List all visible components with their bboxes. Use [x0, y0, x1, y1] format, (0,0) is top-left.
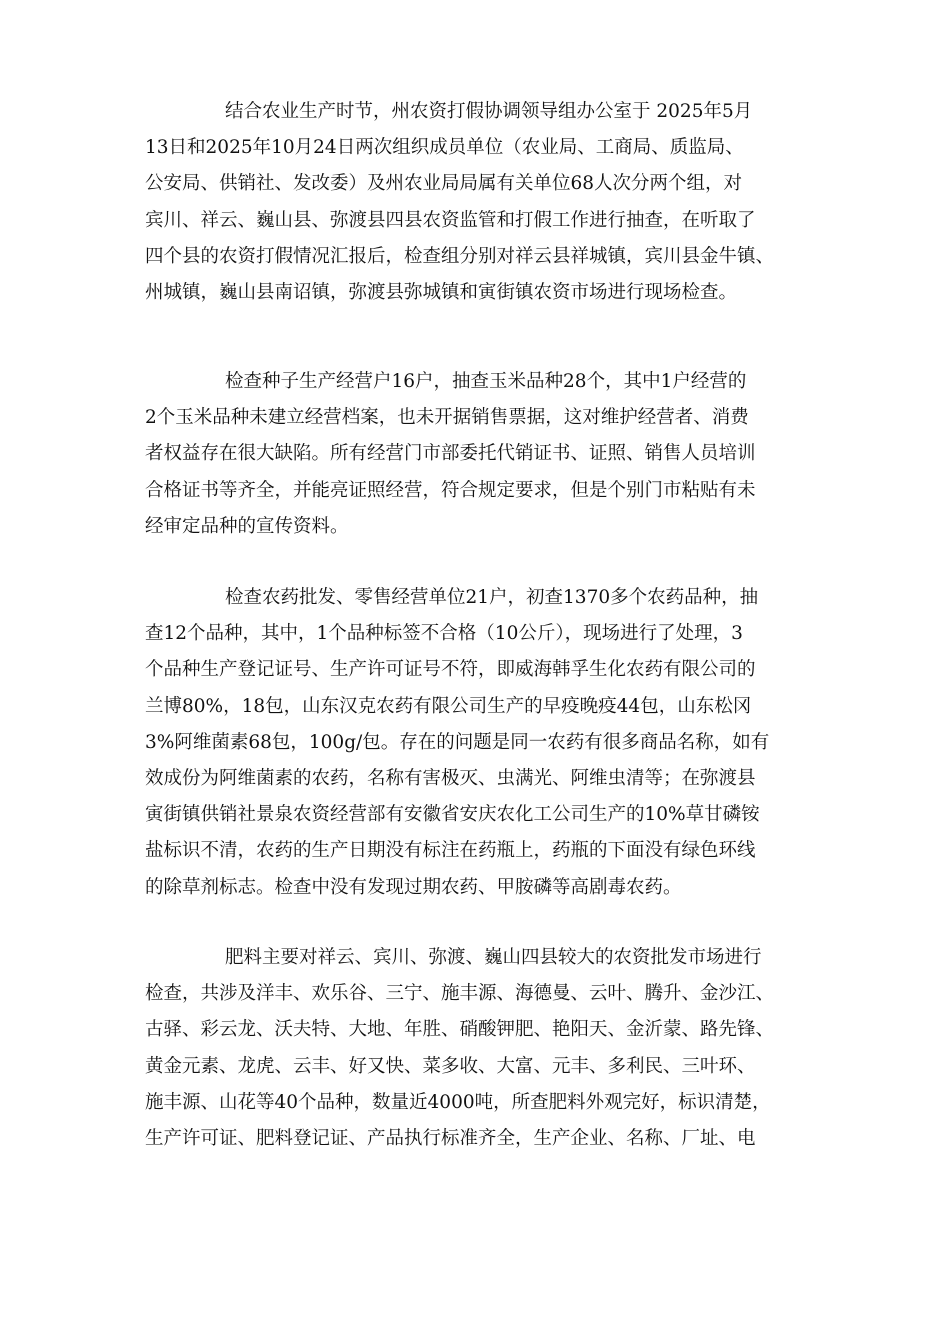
text-line: 盐标识不清，农药的生产日期没有标注在药瓶上，药瓶的下面没有绿色环线 [145, 840, 756, 862]
text-line: 检查，共涉及洋丰、欢乐谷、三宁、施丰源、海德曼、云叶、腾升、金沙江、 [145, 983, 775, 1005]
text-line: 宾川、祥云、巍山县、弥渡县四县农资监管和打假工作进行抽查，在听取了 [145, 209, 756, 231]
text-line: 13日和2025年10月24日两次组织成员单位（农业局、工商局、质监局、 [145, 137, 744, 159]
text-line: 结合农业生产时节，州农资打假协调领导组办公室于 2025年5月 [225, 101, 753, 122]
text-line: 寅街镇供销社景泉农资经营部有安徽省安庆农化工公司生产的10%草甘磷铵 [145, 804, 760, 826]
text-line: 古驿、彩云龙、沃夫特、大地、年胜、硝酸钾肥、艳阳天、金沂蒙、路先锋、 [145, 1019, 775, 1041]
text-line: 效成份为阿维菌素的农药，名称有害极灭、虫满光、阿维虫清等；在弥渡县 [145, 767, 756, 789]
text-line: 个品种生产登记证号、生产许可证号不符，即威海韩孚生化农药有限公司的 [145, 659, 756, 681]
text-line: 检查种子生产经营户16户，抽查玉米品种28个，其中1户经营的 [225, 371, 747, 392]
text-line: 检查农药批发、零售经营单位21户，初查1370多个农药品种，抽 [225, 587, 759, 608]
text-line: 州城镇，巍山县南诏镇，弥渡县弥城镇和寅街镇农资市场进行现场检查。 [145, 281, 738, 303]
paragraph-pesticide-inspection [145, 580, 815, 906]
text-line: 合格证书等齐全，并能亮证照经营，符合规定要求，但是个别门市粘贴有未 [145, 479, 756, 501]
text-line: 四个县的农资打假情况汇报后，检查组分别对祥云县祥城镇，宾川县金牛镇、 [145, 245, 775, 267]
paragraph-fertilizer-inspection [145, 940, 815, 1157]
text-line: 黄金元素、龙虎、云丰、好又快、菜多收、大富、元丰、多利民、三叶环、 [145, 1055, 756, 1077]
text-line: 肥料主要对祥云、宾川、弥渡、巍山四县较大的农资批发市场进行 [225, 947, 762, 968]
text-line: 生产许可证、肥料登记证、产品执行标准齐全，生产企业、名称、厂址、电 [145, 1127, 756, 1149]
text-line: 的除草剂标志。检查中没有发现过期农药、甲胺磷等高剧毒农药。 [145, 876, 682, 898]
text-line: 查12个品种，其中，1个品种标签不合格（10公斤），现场进行了处理，3 [145, 623, 743, 645]
paragraph-inspection-overview [145, 94, 815, 311]
paragraph-seed-inspection [145, 364, 815, 545]
text-line: 公安局、供销社、发改委）及州农业局局属有关单位68人次分两个组，对 [145, 173, 743, 195]
text-line: 3%阿维菌素68包，100g/包。存在的问题是同一农药有很多商品名称，如有 [145, 731, 770, 753]
text-line: 兰博80%，18包，山东汉克农药有限公司生产的早疫晚疫44包，山东松冈 [145, 695, 752, 717]
text-line: 施丰源、山花等40个品种，数量近4000吨，所查肥料外观完好，标识清楚， [145, 1091, 771, 1113]
text-line: 者权益存在很大缺陷。所有经营门市部委托代销证书、证照、销售人员培训 [145, 443, 756, 465]
text-line: 经审定品种的宣传资料。 [145, 515, 349, 537]
text-line: 2个玉米品种未建立经营档案，也未开据销售票据，这对维护经营者、消费 [145, 407, 749, 429]
